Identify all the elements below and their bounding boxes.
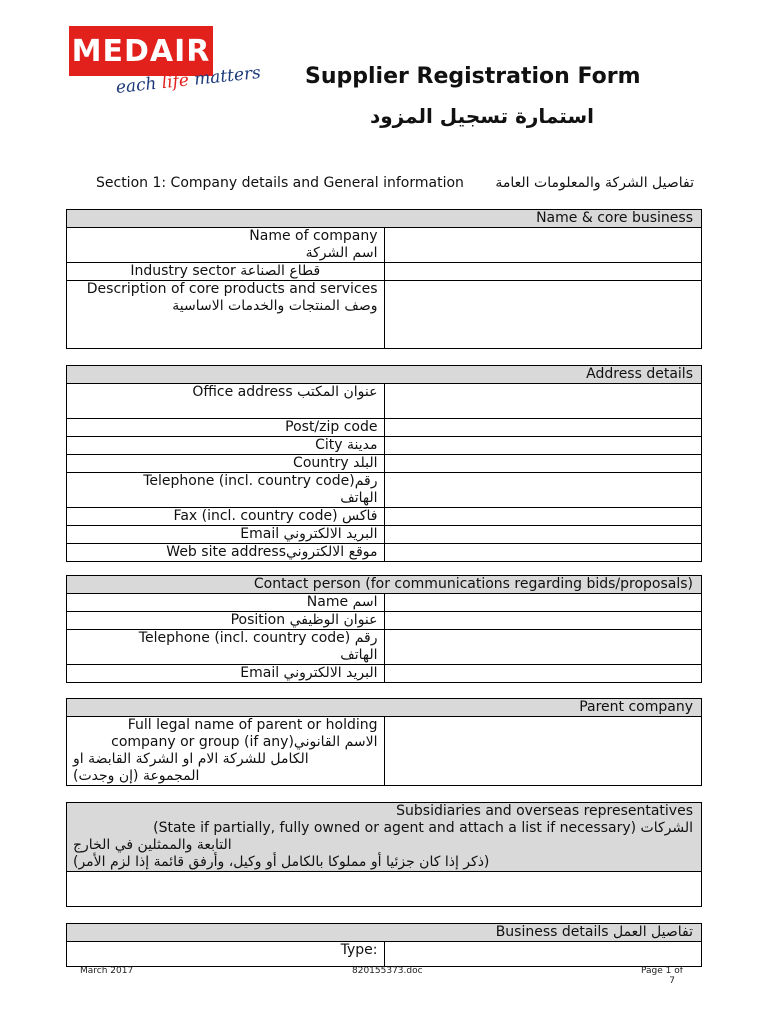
industry-sector-field[interactable] [384,263,702,281]
name-core-business-table [66,209,702,349]
contact-person-table [66,575,702,683]
footer-page-number: Page 1 of 7 [641,966,683,986]
office-address-field[interactable] [384,384,702,419]
row-label: Name اسم [67,594,385,612]
form-title-en: Supplier Registration Form [305,64,641,89]
telephone-field[interactable] [384,473,702,508]
subsidiaries-field[interactable] [67,872,702,907]
row-label: Web site addressموقع الالكتروني [67,544,385,562]
section1-heading-en: Section 1: Company details and General information [96,175,464,191]
row-label: Telephone (incl. country code) رقم الهاتف [67,630,385,665]
row-label: Name of company اسم الشركة [67,228,385,263]
contact-name-field[interactable] [384,594,702,612]
table-header: Parent company [67,699,702,717]
address-details-table [66,365,702,562]
row-label: Office address عنوان المكتب [67,384,385,419]
logo-tagline: each life matters [114,62,262,98]
table-header: Name & core business [67,210,702,228]
core-products-field[interactable] [384,281,702,349]
table-header: Address details [67,366,702,384]
website-field[interactable] [384,544,702,562]
table-header: Business details تفاصيل العمل [67,924,702,942]
table-header: Subsidiaries and overseas representatives (State if partially, fully owned or agent and attach a list if necessary) الشركات التابعة والممثلين في الخارج (ذكر إذا كان جزئيا أو مملوكا بالكامل أو وكيل، وأرفق قائمة إذا لزم الأمر) [67,803,702,872]
business-details-table [66,923,702,967]
company-name-field[interactable] [384,228,702,263]
contact-email-field[interactable] [384,665,702,683]
row-label: Full legal name of parent or holding company or group (if any)الاسم القانوني الكامل للشركة الام او الشركة القابضة او المجموعة (إن وجدت) [67,717,385,786]
row-label: Industry sector قطاع الصناعة [67,263,385,281]
row-label: Email البريد الالكتروني [67,665,385,683]
footer-doc-name: 820155373.doc [352,966,423,976]
row-label: Post/zip code [67,419,385,437]
medair-logo: MEDAIR [69,26,213,76]
table-header: Contact person (for communications regarding bids/proposals) [67,576,702,594]
email-field[interactable] [384,526,702,544]
section1-heading-ar: تفاصيل الشركة والمعلومات العامة [495,175,694,191]
city-field[interactable] [384,437,702,455]
parent-company-field[interactable] [384,717,702,786]
contact-position-field[interactable] [384,612,702,630]
row-label: Position عنوان الوظيفي [67,612,385,630]
row-label: Fax (incl. country code) فاكس [67,508,385,526]
postcode-field[interactable] [384,419,702,437]
row-label: Email البريد الالكتروني [67,526,385,544]
subsidiaries-table [66,802,702,907]
business-type-field[interactable] [384,942,702,967]
row-label: Description of core products and services وصف المنتجات والخدمات الاساسية [67,281,385,349]
form-title-ar: استمارة تسجيل المزود [369,104,594,128]
row-label: Country البلد [67,455,385,473]
row-label: Type: [67,942,385,967]
contact-telephone-field[interactable] [384,630,702,665]
fax-field[interactable] [384,508,702,526]
row-label: City مدينة [67,437,385,455]
row-label: Telephone (incl. country code)رقم الهاتف [67,473,385,508]
footer-date: March 2017 [80,966,134,976]
country-field[interactable] [384,455,702,473]
parent-company-table [66,698,702,786]
